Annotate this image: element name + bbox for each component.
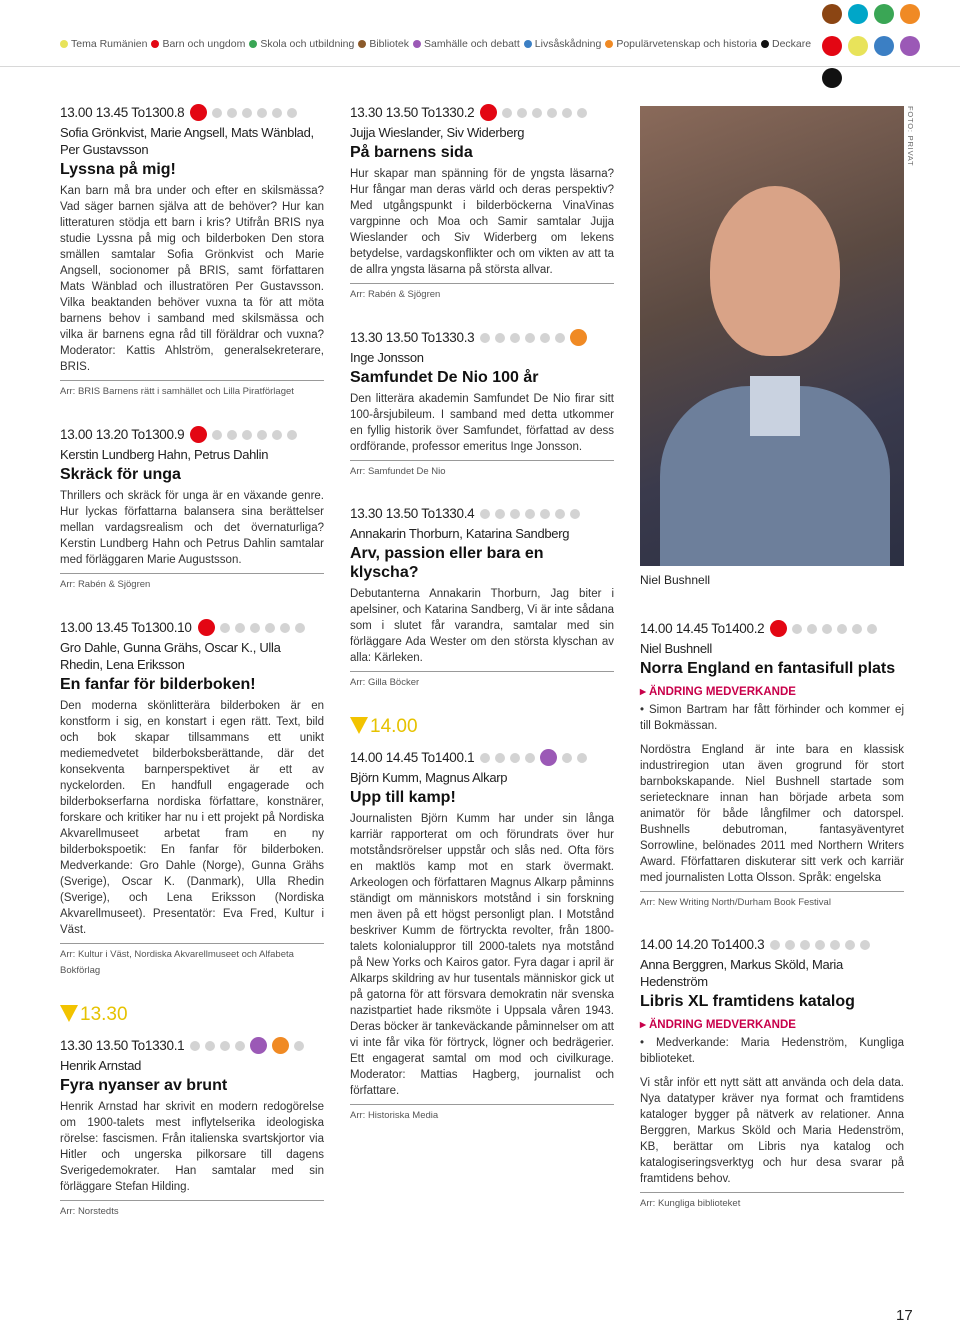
category-dot-icon xyxy=(562,753,572,763)
category-dot-icon xyxy=(250,623,260,633)
triangle-icon xyxy=(350,717,368,734)
legend-dot-icon xyxy=(524,40,532,48)
photo-credit: FOTO: PRIVAT xyxy=(906,106,915,167)
category-dot-icon xyxy=(480,753,490,763)
legend-label: Bibliotek xyxy=(369,38,410,50)
legend-dot-icon xyxy=(605,40,613,48)
event-organizer: Arr: Kungliga biblioteket xyxy=(640,1192,904,1212)
category-dot-icon xyxy=(198,619,215,636)
event-item xyxy=(60,104,324,400)
legend-item xyxy=(605,38,757,50)
event-time xyxy=(350,104,614,122)
event-title: En fanfar för bilderboken! xyxy=(60,676,256,693)
legend-dot-icon xyxy=(413,40,421,48)
event-title: Samfundet De Nio 100 år xyxy=(350,369,539,386)
category-dot-icon xyxy=(807,624,817,634)
category-dot-icon xyxy=(525,333,535,343)
event-title: Fyra nyanser av brunt xyxy=(60,1077,228,1094)
category-dots xyxy=(198,619,310,637)
category-dot-icon xyxy=(495,509,505,519)
category-dot-icon xyxy=(547,108,557,118)
category-dot-icon xyxy=(190,426,207,443)
legend-dot-icon xyxy=(151,40,159,48)
event-time xyxy=(60,1037,324,1055)
category-dot-icon xyxy=(852,624,862,634)
event-description: Journalisten Björn Kumm har under sin långa karriär rapporterat om och förundrats över hur motståndsrörelser uppstår och slås ned. Ofta förs en maktlös kamp mot en stark övermakt. Arkeologen och författaren Magnus Alkarp påminns ständigt om människors motstånd i sin forskning men även på ett högst personligt plan. I Motstånd beskriver Kumm de förtryckta revolter, från 1800-talets kolonialuppror till 2000-talets nya motstånd på New Yorks och Kairos gator. Fyra dagar i april är Alkarps skildring av hur tusentals människor gick ut på gatorna för att försvara demokratin när svenska nazistpartiet hade riksmöte i Uppsala våren 1943. Deras böcker är tankeväckande påminnelser om att vi inte får vika för förtryck, lögner och bedrägerier. Ett engagerat samtal om mod och civilkurage. Moderator: Mattias Hagberg, journalist och författare. xyxy=(350,813,614,1097)
category-dot-icon xyxy=(845,940,855,950)
header-rule xyxy=(0,66,960,67)
category-dot-icon xyxy=(540,509,550,519)
legend-dot-icon xyxy=(761,40,769,48)
event-time-text: 13.30 13.50 To1330.4 xyxy=(350,506,475,521)
category-dot-icon xyxy=(577,108,587,118)
category-dot-icon xyxy=(867,624,877,634)
event-organizer: Arr: Kultur i Väst, Nordiska Akvarellmuseet och Alfabeta Bokförlag xyxy=(60,943,324,979)
category-dot-icon xyxy=(212,430,222,440)
category-swatches xyxy=(816,4,942,100)
event-title: På barnens sida xyxy=(350,144,473,161)
event-description: Debutanterna Annakarin Thorburn, Jag biter i apelsiner, och Katarina Sandberg, Vi är inte sådana som i slutet får varandra, samtalar med sin förläggare Ada Wester om den största klyschan av alla: Kärleken. xyxy=(350,588,614,664)
category-dot-icon xyxy=(190,1041,200,1051)
event-description: Hur skapar man spänning för de yngsta läsarna? Hur fångar man deras värld och deras perspektiv? Med utgångspunkt i bilderböckerna VinaVinas vargpinne och Moa och Samir samtalar Jujja Wieslander och Siv Widerberg om lekens betydelse, vardagskonflikter och om vikten av att ta de allra yngsta läsarna på största allvar. xyxy=(350,168,614,276)
event-speakers: Niel Bushnell xyxy=(640,641,712,656)
event-speakers: Annakarin Thorburn, Katarina Sandberg xyxy=(350,526,570,541)
category-dot-icon xyxy=(770,940,780,950)
event-speakers: Kerstin Lundberg Hahn, Petrus Dahlin xyxy=(60,447,269,462)
column-2 xyxy=(350,104,614,1150)
legend-dot-icon xyxy=(249,40,257,48)
category-dot-icon xyxy=(250,1037,267,1054)
play-icon: ▸ xyxy=(640,1019,649,1031)
legend-item xyxy=(249,38,354,50)
category-swatch-icon xyxy=(848,36,868,56)
page-number: 17 xyxy=(896,1307,913,1324)
category-dot-icon xyxy=(510,333,520,343)
change-text: • Medverkande: Maria Hedenström, Kungliga biblioteket. xyxy=(640,1037,904,1065)
category-dot-icon xyxy=(242,430,252,440)
legend-label: Deckare xyxy=(771,38,812,50)
legend-item xyxy=(761,38,811,50)
category-dot-icon xyxy=(242,108,252,118)
event-item xyxy=(640,620,904,911)
play-icon: ▸ xyxy=(640,686,649,698)
category-dot-icon xyxy=(227,430,237,440)
event-title: Libris XL framtidens katalog xyxy=(640,993,855,1010)
time-marker-1400: 14.00 xyxy=(350,717,614,735)
category-dot-icon xyxy=(220,623,230,633)
legend-label: Populärvetenskap och historia xyxy=(616,38,757,50)
category-dots xyxy=(480,507,585,523)
legend-dot-icon xyxy=(60,40,68,48)
event-title: Lyssna på mig! xyxy=(60,161,176,178)
event-title: Skräck för unga xyxy=(60,466,181,483)
event-speakers: Gro Dahle, Gunna Grähs, Oscar K., Ulla Rhedin, Lena Eriksson xyxy=(60,640,281,672)
event-description: Henrik Arnstad har skrivit en modern redogörelse om 1900-talets mest inflytelserika ideologiska rörelse: fascismen. Från italienska svartskjortor via Hitler och ungerska pilkorsare till dagens Sverigedemokrater. Han samtalar med sin förläggare Stefan Hilding. xyxy=(60,1101,324,1193)
legend-item xyxy=(358,38,409,50)
event-description: Vi står inför ett nytt sätt att använda och dela data. Nya datatyper kräver nya format och framtidens kataloger bygger på nätverk av relationer. Anna Berggren, Markus Sköld och Maria Hedenström, KB, berättar om Libris nya katalog och katalogiseringsverktyg och hur desa svarar på framtidens behov. xyxy=(640,1077,904,1185)
change-notice xyxy=(640,684,904,700)
category-dot-icon xyxy=(822,624,832,634)
legend-item xyxy=(151,38,245,50)
event-time-text: 14.00 14.45 To1400.1 xyxy=(350,750,475,765)
event-time xyxy=(640,937,904,954)
event-description: Kan barn må bra under och efter en skilsmässa? Vad säger barnen själva att de behöver? Hur kan litteraturen stödja ett barn i kris? Utifrån BRIS nya studie Lyssna på mig och bilderboken Den stora smällen samtalar Sofia Grönkvist och Marie Angsell, socionomer på BRIS, samt författaren Mats Wänblad och illustratören Per Gustavsson. Vilka beaktanden behöver vuxna ta för att möta barnens behov i samband med skilsmässa och vilka är barnens egna råd till föräldrar och vuxna? Moderator: Kattis Ahlström, generalsekreterare, BRIS. xyxy=(60,185,324,373)
category-dot-icon xyxy=(577,753,587,763)
legend-item xyxy=(60,38,147,50)
event-time-text: 14.00 14.20 To1400.3 xyxy=(640,937,765,952)
legend-label: Samhälle och debatt xyxy=(424,38,520,50)
category-dot-icon xyxy=(860,940,870,950)
category-dot-icon xyxy=(792,624,802,634)
event-organizer: Arr: Norstedts xyxy=(60,1200,324,1220)
column-1 xyxy=(60,104,324,1246)
category-legend xyxy=(60,38,815,50)
event-title: Arv, passion eller bara en klyscha? xyxy=(350,545,544,581)
event-time-text: 13.30 13.50 To1330.3 xyxy=(350,330,475,345)
category-swatch-icon xyxy=(848,4,868,24)
category-dot-icon xyxy=(272,430,282,440)
category-dot-icon xyxy=(272,108,282,118)
category-dot-icon xyxy=(495,753,505,763)
event-item xyxy=(60,1037,324,1220)
category-dot-icon xyxy=(495,333,505,343)
category-dot-icon xyxy=(785,940,795,950)
category-dot-icon xyxy=(265,623,275,633)
category-swatch-icon xyxy=(900,36,920,56)
event-speakers: Jujja Wieslander, Siv Widerberg xyxy=(350,125,525,140)
category-dot-icon xyxy=(502,108,512,118)
event-organizer: Arr: Rabén & Sjögren xyxy=(350,283,614,303)
legend-label: Livsåskådning xyxy=(534,38,602,50)
category-dot-icon xyxy=(517,108,527,118)
legend-label: Tema Rumänien xyxy=(71,38,148,50)
category-dot-icon xyxy=(287,430,297,440)
category-dot-icon xyxy=(235,623,245,633)
category-dot-icon xyxy=(227,108,237,118)
change-notice xyxy=(640,1017,904,1033)
event-description: Nordöstra England är inte bara en klassisk industriregion utan även grogrund för stort barnbokskapande. Niel Bushnell startade som serietecknare innan han började arbeta som animatör för både långfilmer och datorspel. Bushnells debutroman, fantasyäventyret Sorrowline, belönades 2011 med Northern Writers Award. Fförfattaren diskuterar sitt verk och karriär med journalisten Lotta Olsson. Språk: engelska xyxy=(640,744,904,884)
category-dot-icon xyxy=(295,623,305,633)
event-time xyxy=(640,620,904,638)
event-time-text: 13.00 13.20 To1300.9 xyxy=(60,427,185,442)
category-dot-icon xyxy=(830,940,840,950)
category-dot-icon xyxy=(272,1037,289,1054)
category-dot-icon xyxy=(294,1041,304,1051)
event-time-text: 13.30 13.50 To1330.2 xyxy=(350,105,475,120)
event-organizer: Arr: Gilla Böcker xyxy=(350,671,614,691)
event-time-text: 13.30 13.50 To1330.1 xyxy=(60,1038,185,1053)
event-title: Norra England en fantasifull plats xyxy=(640,660,896,677)
category-dots xyxy=(480,104,592,122)
triangle-icon xyxy=(60,1005,78,1022)
event-time xyxy=(60,619,324,637)
event-organizer: Arr: BRIS Barnens rätt i samhället och Lilla Piratförlaget xyxy=(60,380,324,400)
category-dot-icon xyxy=(480,104,497,121)
author-photo xyxy=(640,106,904,566)
event-item xyxy=(350,749,614,1124)
category-dot-icon xyxy=(205,1041,215,1051)
event-speakers: Henrik Arnstad xyxy=(60,1058,142,1073)
category-swatch-icon xyxy=(822,36,842,56)
legend-item xyxy=(413,38,520,50)
category-dot-icon xyxy=(570,509,580,519)
category-dot-icon xyxy=(770,620,787,637)
event-time-text: 13.00 13.45 To1300.8 xyxy=(60,105,185,120)
category-dot-icon xyxy=(555,509,565,519)
time-marker-1330: 13.30 xyxy=(60,1005,324,1023)
category-dot-icon xyxy=(287,108,297,118)
category-dots xyxy=(770,938,875,954)
event-organizer: Arr: Samfundet De Nio xyxy=(350,460,614,480)
category-dots xyxy=(190,1037,309,1055)
event-description: Den moderna skönlitterära bilderboken är en konstform i sig, en konstart i egen rätt. Text, bild och bok skapar tillsammans ett unikt mediemedvetet bilderboksberättande, där det konsekventa barnperspektivet är ett av nyckelorden. En handfull engagerade och bilderbokserfarna nordiska författare, konstnärer, forskare och kritiker har nu i ett projekt på Nordiska Akvarellmuseet arbetat fram en ny bilderbokspoetik: En fanfar för bilderboken. Medverkande: Gro Dahle (Norge), Gunna Grähs (Sverige), Oscar K. (Danmark), Ulla Rhedin (Sverige), och Lena Eriksson (Nordiska Akvarellmuseet). Presentatör: Eva Fred, Kultur i Väst. xyxy=(60,700,324,936)
event-item xyxy=(640,937,904,1212)
legend-item xyxy=(524,38,602,50)
category-dot-icon xyxy=(257,430,267,440)
category-dot-icon xyxy=(212,108,222,118)
category-dots xyxy=(480,329,592,347)
legend-label: Skola och utbildning xyxy=(260,38,355,50)
category-dot-icon xyxy=(235,1041,245,1051)
event-title: Upp till kamp! xyxy=(350,789,456,806)
category-dots xyxy=(480,749,592,767)
event-description: Den litterära akademin Samfundet De Nio firar sitt 100-årsjubileum. I samband med detta utkommer en fyllig historik över Samfundet, författad av dess ordförande, professor emeritus Inge Jonsson. xyxy=(350,393,614,453)
category-dot-icon xyxy=(190,104,207,121)
event-speakers: Anna Berggren, Markus Sköld, Maria Hedenström xyxy=(640,957,843,989)
legend-dot-icon xyxy=(358,40,366,48)
event-organizer: Arr: New Writing North/Durham Book Festival xyxy=(640,891,904,911)
event-organizer: Arr: Rabén & Sjögren xyxy=(60,573,324,593)
category-dot-icon xyxy=(480,509,490,519)
column-3 xyxy=(640,620,904,1238)
event-item xyxy=(350,104,614,303)
event-item xyxy=(60,426,324,593)
event-time-text: 14.00 14.45 To1400.2 xyxy=(640,621,765,636)
photo-face xyxy=(710,186,840,356)
category-dot-icon xyxy=(525,509,535,519)
event-speakers: Sofia Grönkvist, Marie Angsell, Mats Wänblad, Per Gustavsson xyxy=(60,125,314,157)
legend-label: Barn och ungdom xyxy=(162,38,246,50)
category-dot-icon xyxy=(280,623,290,633)
category-dot-icon xyxy=(540,333,550,343)
category-swatch-icon xyxy=(874,36,894,56)
event-time xyxy=(60,104,324,122)
category-swatch-icon xyxy=(900,4,920,24)
change-text: • Simon Bartram har fått förhinder och kommer ej till Bokmässan. xyxy=(640,704,904,732)
category-dot-icon xyxy=(525,753,535,763)
category-dot-icon xyxy=(510,509,520,519)
event-item xyxy=(60,619,324,979)
category-dot-icon xyxy=(540,749,557,766)
category-dots xyxy=(190,426,302,444)
event-time xyxy=(350,506,614,523)
change-label: ÄNDRING MEDVERKANDE xyxy=(648,1019,796,1031)
event-speakers: Inge Jonsson xyxy=(350,350,424,365)
event-time xyxy=(60,426,324,444)
category-dot-icon xyxy=(532,108,542,118)
change-label: ÄNDRING MEDVERKANDE xyxy=(648,686,796,698)
category-swatch-icon xyxy=(822,4,842,24)
category-dot-icon xyxy=(555,333,565,343)
photo-caption: Niel Bushnell xyxy=(640,573,711,587)
category-dot-icon xyxy=(480,333,490,343)
event-organizer: Arr: Historiska Media xyxy=(350,1104,614,1124)
event-item xyxy=(350,506,614,691)
category-dot-icon xyxy=(570,329,587,346)
category-dot-icon xyxy=(220,1041,230,1051)
event-time xyxy=(350,749,614,767)
category-dot-icon xyxy=(815,940,825,950)
category-dot-icon xyxy=(837,624,847,634)
category-swatch-icon xyxy=(822,68,842,88)
event-time-text: 13.00 13.45 To1300.10 xyxy=(60,620,192,635)
event-speakers: Björn Kumm, Magnus Alkarp xyxy=(350,770,508,785)
category-dots xyxy=(770,620,882,638)
category-dots xyxy=(190,104,302,122)
category-dot-icon xyxy=(800,940,810,950)
category-dot-icon xyxy=(562,108,572,118)
category-dot-icon xyxy=(257,108,267,118)
event-time xyxy=(350,329,614,347)
category-dot-icon xyxy=(510,753,520,763)
event-description: Thrillers och skräck för unga är en växande genre. Hur lyckas författarna balansera sina berättelser mellan vardagsrealism och det övernaturliga? Kerstin Lundberg Hahn och Petrus Dahlin samtalar med förläggaren Marie Augustsson. xyxy=(60,490,324,566)
event-item xyxy=(350,329,614,480)
photo-collar xyxy=(750,376,800,436)
category-swatch-icon xyxy=(874,4,894,24)
